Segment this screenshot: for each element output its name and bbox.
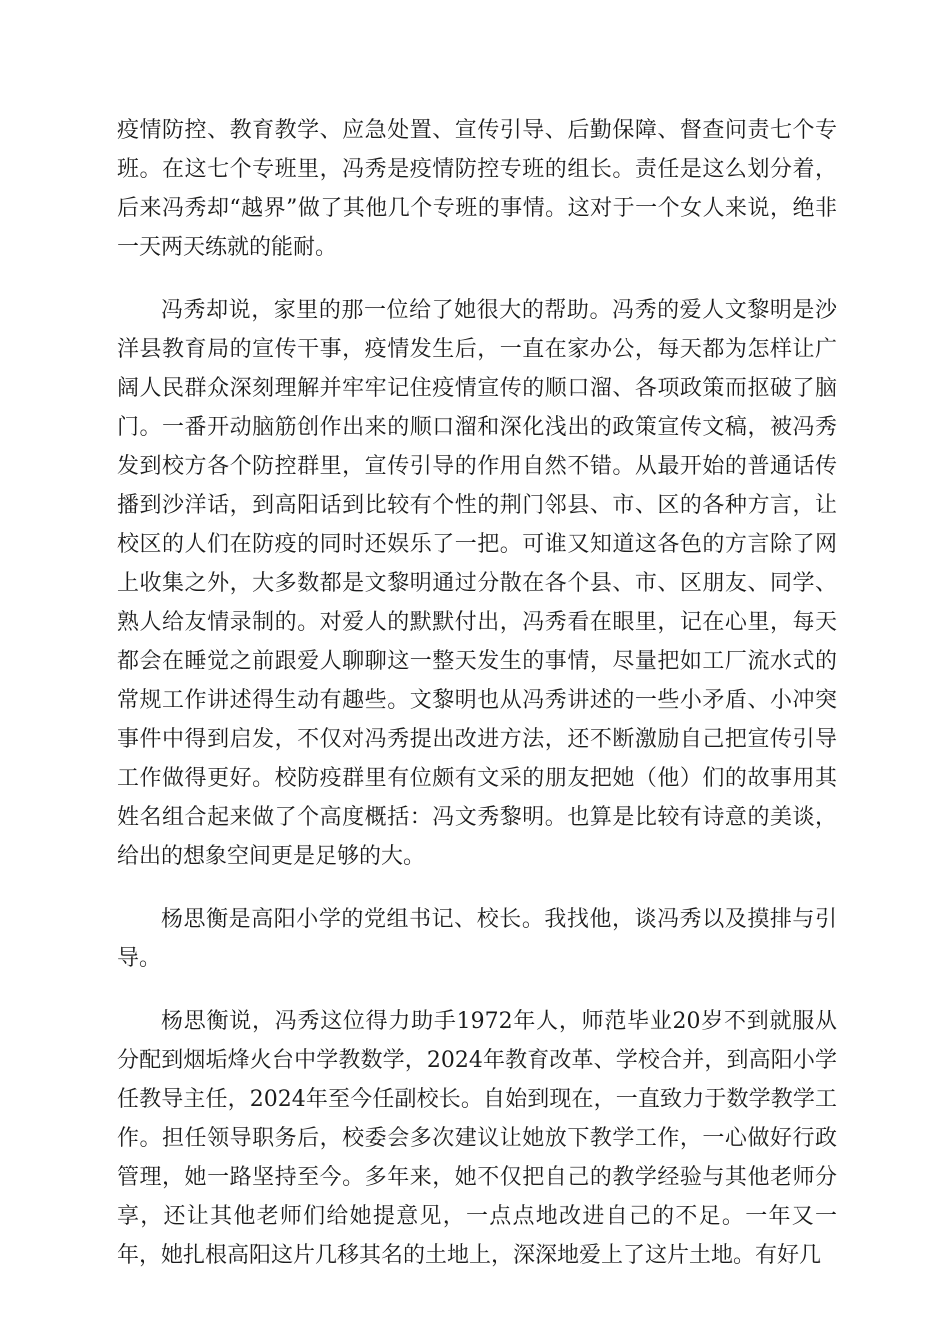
document-body	[117, 111, 837, 1299]
paragraph: 杨思衡是高阳小学的党组书记、校长。我找他，谈冯秀以及摸排与引导。	[117, 907, 837, 971]
paragraph: 冯秀却说，家里的那一位给了她很大的帮助。冯秀的爱人文黎明是沙洋县教育局的宣传干事，疫情发生后，一直在家办公，每天都为怎样让广阔人民群众深刻理解并牢牢记住疫情宣传的顺口溜、各项政策而抠破了脑门。一番开动脑筋创作出来的顺口溜和深化浅出的政策宣传文稿，被冯秀发到校方各个防控群里，宣传引导的作用自然不错。从最开始的普通话传播到沙洋话，到高阳话到比较有个性的荆门邻县、市、区的各种方言，让校区的人们在防疫的同时还娱乐了一把。可谁又知道这各色的方言除了网上收集之外，大多数都是文黎明通过分散在各个县、市、区朋友、同学、熟人给友情录制的。对爱人的默默付出，冯秀看在眼里，记在心里，每天都会在睡觉之前跟爱人聊聊这一整天发生的事情，尽量把如工厂流水式的常规工作讲述得生动有趣些。文黎明也从冯秀讲述的一些小矛盾、小冲突事件中得到启发，不仅对冯秀提出改进方法，还不断激励自己把宣传引导工作做得更好。校防疫群里有位颇有文采的朋友把她（他）们的故事用其姓名组合起来做了个高度概括：冯文秀黎明。也算是比较有诗意的美谈，给出的想象空间更是足够的大。	[117, 298, 837, 869]
paragraph: 杨思衡说，冯秀这位得力助手1972年人，师范毕业20岁不到就服从分配到烟垢烽火台中学教数学，2024年教育改革、学校合并，到高阳小学任教导主任，2024年至今任副校长。自始到现在，一直致力于数学教学工作。担任领导职务后，校委会多次建议让她放下教学工作，一心做好行政管理，她一路坚持至今。多年来，她不仅把自己的教学经验与其他老师分享，还让其他老师们给她提意见，一点点地改进自己的不足。一年又一年，她扎根高阳这片几移其名的土地上，深深地爱上了这片土地。有好几	[117, 1009, 838, 1268]
paragraph-continued: 疫情防控、教育教学、应急处置、宣传引导、后勤保障、督查问责七个专班。在这七个专班里，冯秀是疫情防控专班的组长。责任是这么划分着，后来冯秀却“越界”做了其他几个专班的事情。这对于一个女人来说，绝非一天两天练就的能耐。	[117, 118, 837, 260]
